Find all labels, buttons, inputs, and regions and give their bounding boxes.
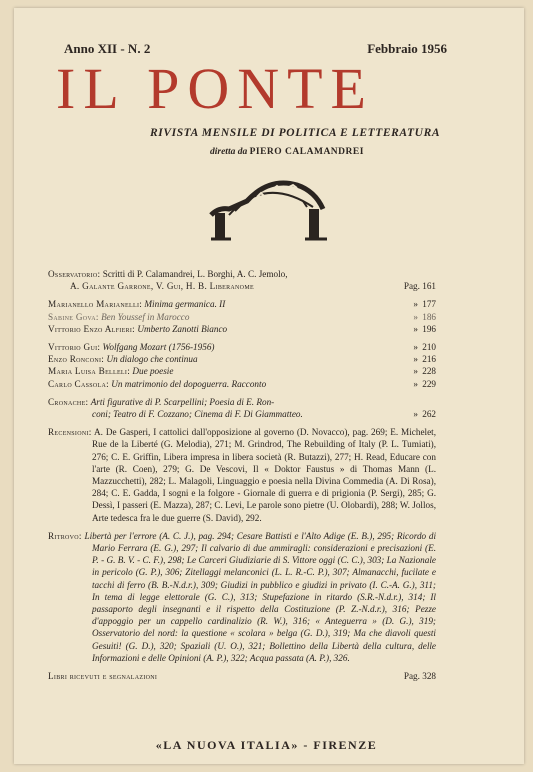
toc-recensioni bbox=[48, 426, 436, 524]
ditto-mark: » bbox=[413, 323, 418, 334]
page-number: 196 bbox=[422, 323, 436, 334]
ditto-mark: » bbox=[413, 378, 418, 389]
issue-date: Febbraio 1956 bbox=[367, 41, 447, 56]
section-text: Arti figurative di P. Scarpellini; Poesia di E. Ron- bbox=[90, 396, 275, 407]
page-number: 228 bbox=[422, 366, 436, 377]
page-number: 177 bbox=[422, 299, 436, 310]
toc-entry bbox=[48, 323, 436, 335]
director-prefix: diretta da bbox=[210, 147, 248, 157]
toc-entry bbox=[48, 298, 436, 310]
entry-title: Un dialogo che continua bbox=[106, 354, 198, 365]
entry-author: Enzo Ronconi: bbox=[48, 354, 105, 365]
toc-entry bbox=[48, 365, 436, 377]
ditto-mark: » bbox=[413, 311, 418, 322]
director-name: PIERO CALAMANDREI bbox=[249, 147, 364, 157]
entry-title: Wolfgang Mozart (1756-1956) bbox=[102, 342, 215, 353]
toc-libri bbox=[48, 670, 436, 682]
toc-cronache-cont bbox=[48, 408, 436, 420]
page-number: 210 bbox=[422, 342, 436, 353]
entry-author: Marianello Marianelli: bbox=[48, 299, 143, 310]
magazine-subtitle: RIVISTA MENSILE DI POLITICA E LETTERATURA bbox=[150, 127, 441, 139]
page-number: Pag. 328 bbox=[403, 671, 436, 682]
ditto-mark: » bbox=[413, 409, 418, 420]
section-text: coni; Teatro di F. Cozzano; Cinema di F. Di Giammatteo. bbox=[92, 409, 303, 420]
toc-osservatorio-cont bbox=[48, 280, 436, 292]
section-label: Ritrovo: bbox=[48, 530, 82, 541]
page-number: 229 bbox=[422, 378, 436, 389]
entry-author: Carlo Cassola: bbox=[48, 378, 109, 389]
entry-author: Sabine Gova: bbox=[48, 311, 99, 322]
toc-osservatorio bbox=[48, 268, 436, 280]
magazine-title: IL PONTE bbox=[56, 56, 374, 121]
entry-author: Vittorio Gui: bbox=[48, 342, 101, 353]
entry-author: Vittorio Enzo Alfieri: bbox=[48, 323, 136, 334]
entry-title: Due poesie bbox=[132, 366, 174, 377]
toc-ritrovo bbox=[48, 530, 436, 664]
section-label: Recensioni: bbox=[48, 427, 92, 438]
section-label: Osservatorio: bbox=[48, 269, 101, 279]
ditto-mark: » bbox=[413, 342, 418, 353]
entry-title: Un matrimonio del dopoguerra. Racconto bbox=[111, 378, 267, 389]
toc-cronache bbox=[48, 396, 436, 408]
issue-number: Anno XII - N. 2 bbox=[64, 41, 151, 56]
entry-author: Maria Luisa Belleli: bbox=[48, 366, 131, 377]
entry-title: Umberto Zanotti Bianco bbox=[137, 323, 228, 334]
section-text: A. Galante Garrone, V. Gui, H. B. Liberanome bbox=[70, 281, 254, 292]
publisher-footer: «LA NUOVA ITALIA» - FIRENZE bbox=[155, 738, 378, 752]
bridge-emblem-icon bbox=[207, 171, 331, 245]
section-text: Libertà per l'errore (A. C. J.), pag. 294; Cesare Battisti e l'Alto Adige (E. B.), 295; Ricordo di Mario Ferrara (E. G.), 297; Il calvario di due ammiragli: considerazioni e precisazioni (E. P. - G. B. V. - C. F.), 298; Le Carceri Giudiziarie di S. Vittore oggi (C. C.), 303; La Nazionale in pericolo (G. P.), 306; Zitellaggi melanconici (L. L. R.-C. P.), 307; Almanacchi, fucilate e tacchi di ferro (B. B.-N.d.r.), 309; Giudizi in pubblico e giudizi in privato (I. C.-A. G.), 311; In tema di legge elettorale (G. C.), 313; Stupefazione in ritardo (S.R.-N.d.r.), 314; Il passaporto degli insegnanti e il rispetto della Costituzione (P. Z.-N.d.r.), 316; Pezze d'appoggio per un cappello cardinalizio (R. W.), 316; « Anteguerra » (D. G.), 319; Osservatorio del nord: la questione « scolara » belga (G. D.), 319; Ma che diavoli questi Gesuiti! (G. D.), 320; Spaziali (U. O.), 321; Bollettino della Libertà della cultura, delle Informazioni e delle Opinioni (A. P.), 322; Acqua passata (A. P.), 326. bbox=[84, 530, 437, 663]
toc-entry bbox=[48, 378, 436, 390]
section-label: Libri ricevuti e segnalazioni bbox=[48, 671, 158, 682]
table-of-contents bbox=[48, 268, 436, 682]
page-number: 216 bbox=[422, 354, 436, 365]
entry-title: Minima germanica. II bbox=[144, 299, 226, 310]
ditto-mark: » bbox=[413, 299, 418, 310]
section-text: A. De Gasperi, I cattolici dall'opposizione al governo (D. Novacco), pag. 269; E. Michelet, Rue de la Liberté (G. Melodia), 271; M. Grindrod, The Rebuilding of Italy (P. L. Tumiati), 276; C. E. Griffin, Libera impresa in libera società (R. Butazzi), 277; H. Read, Educare con l'arte (R. Coen), 279; G. De Vescovi, Il « Doktor Faustus » di Thomas Mann (L. Mazzucchetti), 282; L. Malagoli, Linguaggio e poesia nella Divina Commedia (A. Di Rosa), 284; C. E. Gadda, I sogni e la folgore - Giornale di guerra e di prigionia (P. Sergi), 285; G. Dessì, I passeri (E. Mazza), 287; C. Levi, Le parole sono pietre (U. Olobardi), 288; W. Jollos, Arte tedesca fra le due guerre (S. David), 292. bbox=[92, 427, 437, 523]
entry-title: Ben Youssef in Marocco bbox=[101, 311, 190, 322]
director-line bbox=[210, 147, 364, 157]
section-text: Scritti di P. Calamandrei, L. Borghi, A. C. Jemolo, bbox=[102, 269, 288, 279]
toc-entry bbox=[48, 311, 436, 323]
section-label: Cronache: bbox=[48, 396, 89, 407]
page-number: 186 bbox=[422, 311, 436, 322]
ditto-mark: » bbox=[413, 366, 418, 377]
page-number: Pag. 161 bbox=[403, 281, 436, 292]
ditto-mark: » bbox=[413, 354, 418, 365]
page-number: 262 bbox=[422, 409, 436, 420]
toc-entry bbox=[48, 353, 436, 365]
toc-entry bbox=[48, 341, 436, 353]
